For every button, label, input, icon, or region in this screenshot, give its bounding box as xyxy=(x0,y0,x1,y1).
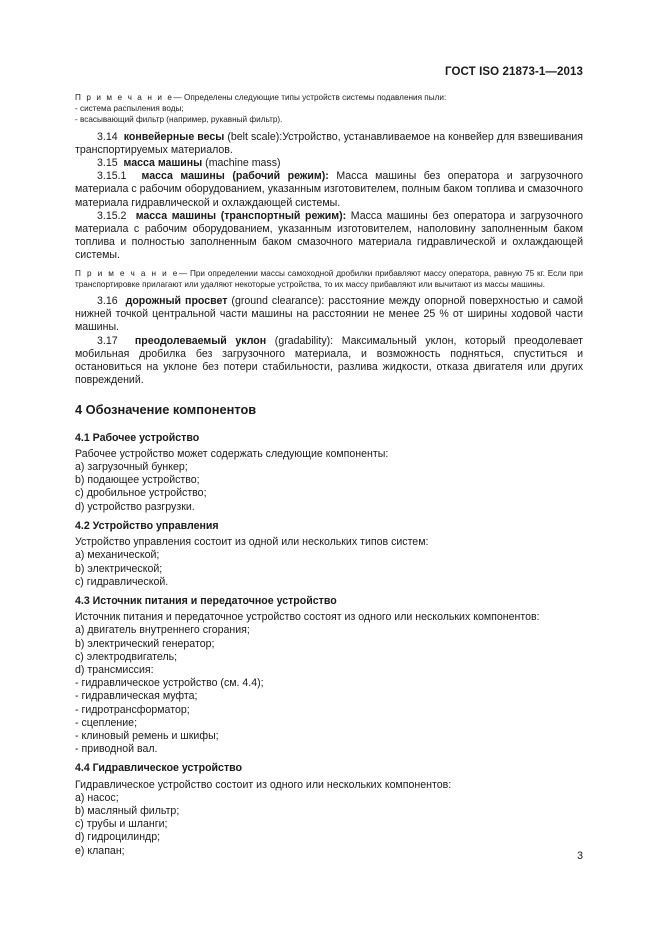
clause-term: дорожный просвет xyxy=(125,295,228,308)
clause-3-17 xyxy=(75,335,583,388)
clause-term: масса машины (транспортный режим): xyxy=(135,209,347,222)
clause-number: 3.17 xyxy=(97,334,118,347)
list-item: a) двигатель внутреннего сгорания; xyxy=(75,624,250,637)
section-4-1 xyxy=(75,432,583,514)
section-4-4 xyxy=(75,762,583,857)
list-item: c) электродвигатель; xyxy=(75,650,178,663)
document-header: ГОСТ ISO 21873-1—2013 xyxy=(445,66,583,78)
list-item: c) гидравлической. xyxy=(75,575,169,588)
list-item: - приводной вал. xyxy=(75,743,158,756)
list-item: - сцепление; xyxy=(75,716,138,729)
page-number: 3 xyxy=(577,850,583,862)
list-item: b) масляный фильтр; xyxy=(75,804,180,817)
note-text: — Определены следующие типы устройств системы подавления пыли: xyxy=(173,93,447,102)
note-label: П р и м е ч а н и е xyxy=(75,93,174,102)
list-item: d) устройство разгрузки. xyxy=(75,500,195,513)
clause-3-15 xyxy=(75,157,583,170)
list-item: d) трансмиссия: xyxy=(75,663,154,676)
clause-text: (machine mass) xyxy=(202,157,281,170)
note-text: — При определении массы самоходной дробилки прибавляют массу оператора, равную 75 кг. Если при транспортировке прилагают или удаляют некоторые устройства, то их массу прибавляют или вычитают из массы машины. xyxy=(75,268,583,289)
list-item: d) гидроцилиндр; xyxy=(75,831,161,844)
list-item: - клиновый ремень и шкифы; xyxy=(75,729,219,742)
clause-text: (ground clearance): расстояние между опорной поверхностью и самой нижней точкой центральной части машины на расстоянии не менее 25 % от ширины ходовой части машины. xyxy=(75,295,583,334)
subsection-heading: 4.4 Гидравлическое устройство xyxy=(75,762,242,775)
clause-number: 3.15 xyxy=(97,157,118,170)
note-item: - всасывающий фильтр (например, рукавный фильтр). xyxy=(75,115,283,125)
list-item: c) дробильное устройство; xyxy=(75,487,207,500)
subsection-intro: Рабочее устройство может содержать следующие компоненты: xyxy=(75,447,389,460)
section-4-heading: 4 Обозначение компонентов xyxy=(75,402,257,418)
subsection-heading: 4.2 Устройство управления xyxy=(75,519,219,532)
clause-term: преодолеваемый уклон xyxy=(134,334,267,347)
clause-3-14 xyxy=(75,131,583,157)
list-item: a) насос; xyxy=(75,791,119,804)
clause-3-15-2 xyxy=(75,210,583,263)
clause-text: Масса машины без оператора и загрузочного материала с рабочим оборудованием, указанным изготовителем, полным баком топлива и смазочного материала гидравлической и охлаждающей системы. xyxy=(75,170,584,209)
list-item: b) подающее устройство; xyxy=(75,474,200,487)
subsection-intro: Устройство управления состоит из одной или нескольких типов систем: xyxy=(75,536,429,549)
clause-term: конвейерные весы xyxy=(123,130,225,143)
subsection-intro: Источник питания и передаточное устройство состоят из одного или нескольких компонентов: xyxy=(75,611,540,624)
clause-3-16 xyxy=(75,295,583,335)
list-item: e) клапан; xyxy=(75,844,125,857)
clause-text: (belt scale):Устройство, устанавливаемое на конвейер для взвешивания транспортируемых материалов. xyxy=(75,130,583,156)
list-item: - гидравлическое устройство (см. 4.4); xyxy=(75,677,264,690)
list-item: b) электрический генератор; xyxy=(75,637,215,650)
section-4-2 xyxy=(75,520,583,589)
note-machine-mass xyxy=(75,268,583,290)
subsection-intro: Гидравлическое устройство состоит из одного или нескольких компонентов: xyxy=(75,778,452,791)
clause-text: Масса машины без оператора и загрузочного материала с рабочим оборудованием, указанным изготовителем, наполовину заполненным баком топлива и полностью заполненным баком смазочного материала гидравлической и охлаждающей системы. xyxy=(75,209,583,262)
clause-term: масса машины (рабочий режим): xyxy=(141,170,329,183)
list-item: b) электрической; xyxy=(75,562,163,575)
clause-term: масса машины xyxy=(123,157,203,170)
note-item: - система распыления воды; xyxy=(75,104,184,114)
note-dust-suppression xyxy=(75,92,583,126)
note-label: П р и м е ч а н и е xyxy=(75,268,179,278)
clause-number: 3.15.2 xyxy=(97,209,127,222)
page-content xyxy=(75,92,583,858)
list-item: a) загрузочный бункер; xyxy=(75,461,188,474)
subsection-heading: 4.3 Источник питания и передаточное устройство xyxy=(75,594,337,607)
list-item: - гидротрансформатор; xyxy=(75,703,190,716)
clause-3-15-1 xyxy=(75,170,583,210)
list-item: - гидравлическая муфта; xyxy=(75,690,198,703)
section-4-3 xyxy=(75,595,583,756)
clause-number: 3.14 xyxy=(97,130,118,143)
subsection-heading: 4.1 Рабочее устройство xyxy=(75,431,200,444)
list-item: a) механической; xyxy=(75,549,160,562)
clause-number: 3.15.1 xyxy=(97,170,127,183)
list-item: c) трубы и шланги; xyxy=(75,818,168,831)
clause-text: (gradability): Максимальный уклон, который преодолевает мобильная дробилка без загрузочного материала, и возможность подняться, спуститься и остановиться на уклоне без потери стабильности, разлива жидкости, отказа двигателя или других повреждений. xyxy=(75,334,583,387)
clause-number: 3.16 xyxy=(97,295,118,308)
